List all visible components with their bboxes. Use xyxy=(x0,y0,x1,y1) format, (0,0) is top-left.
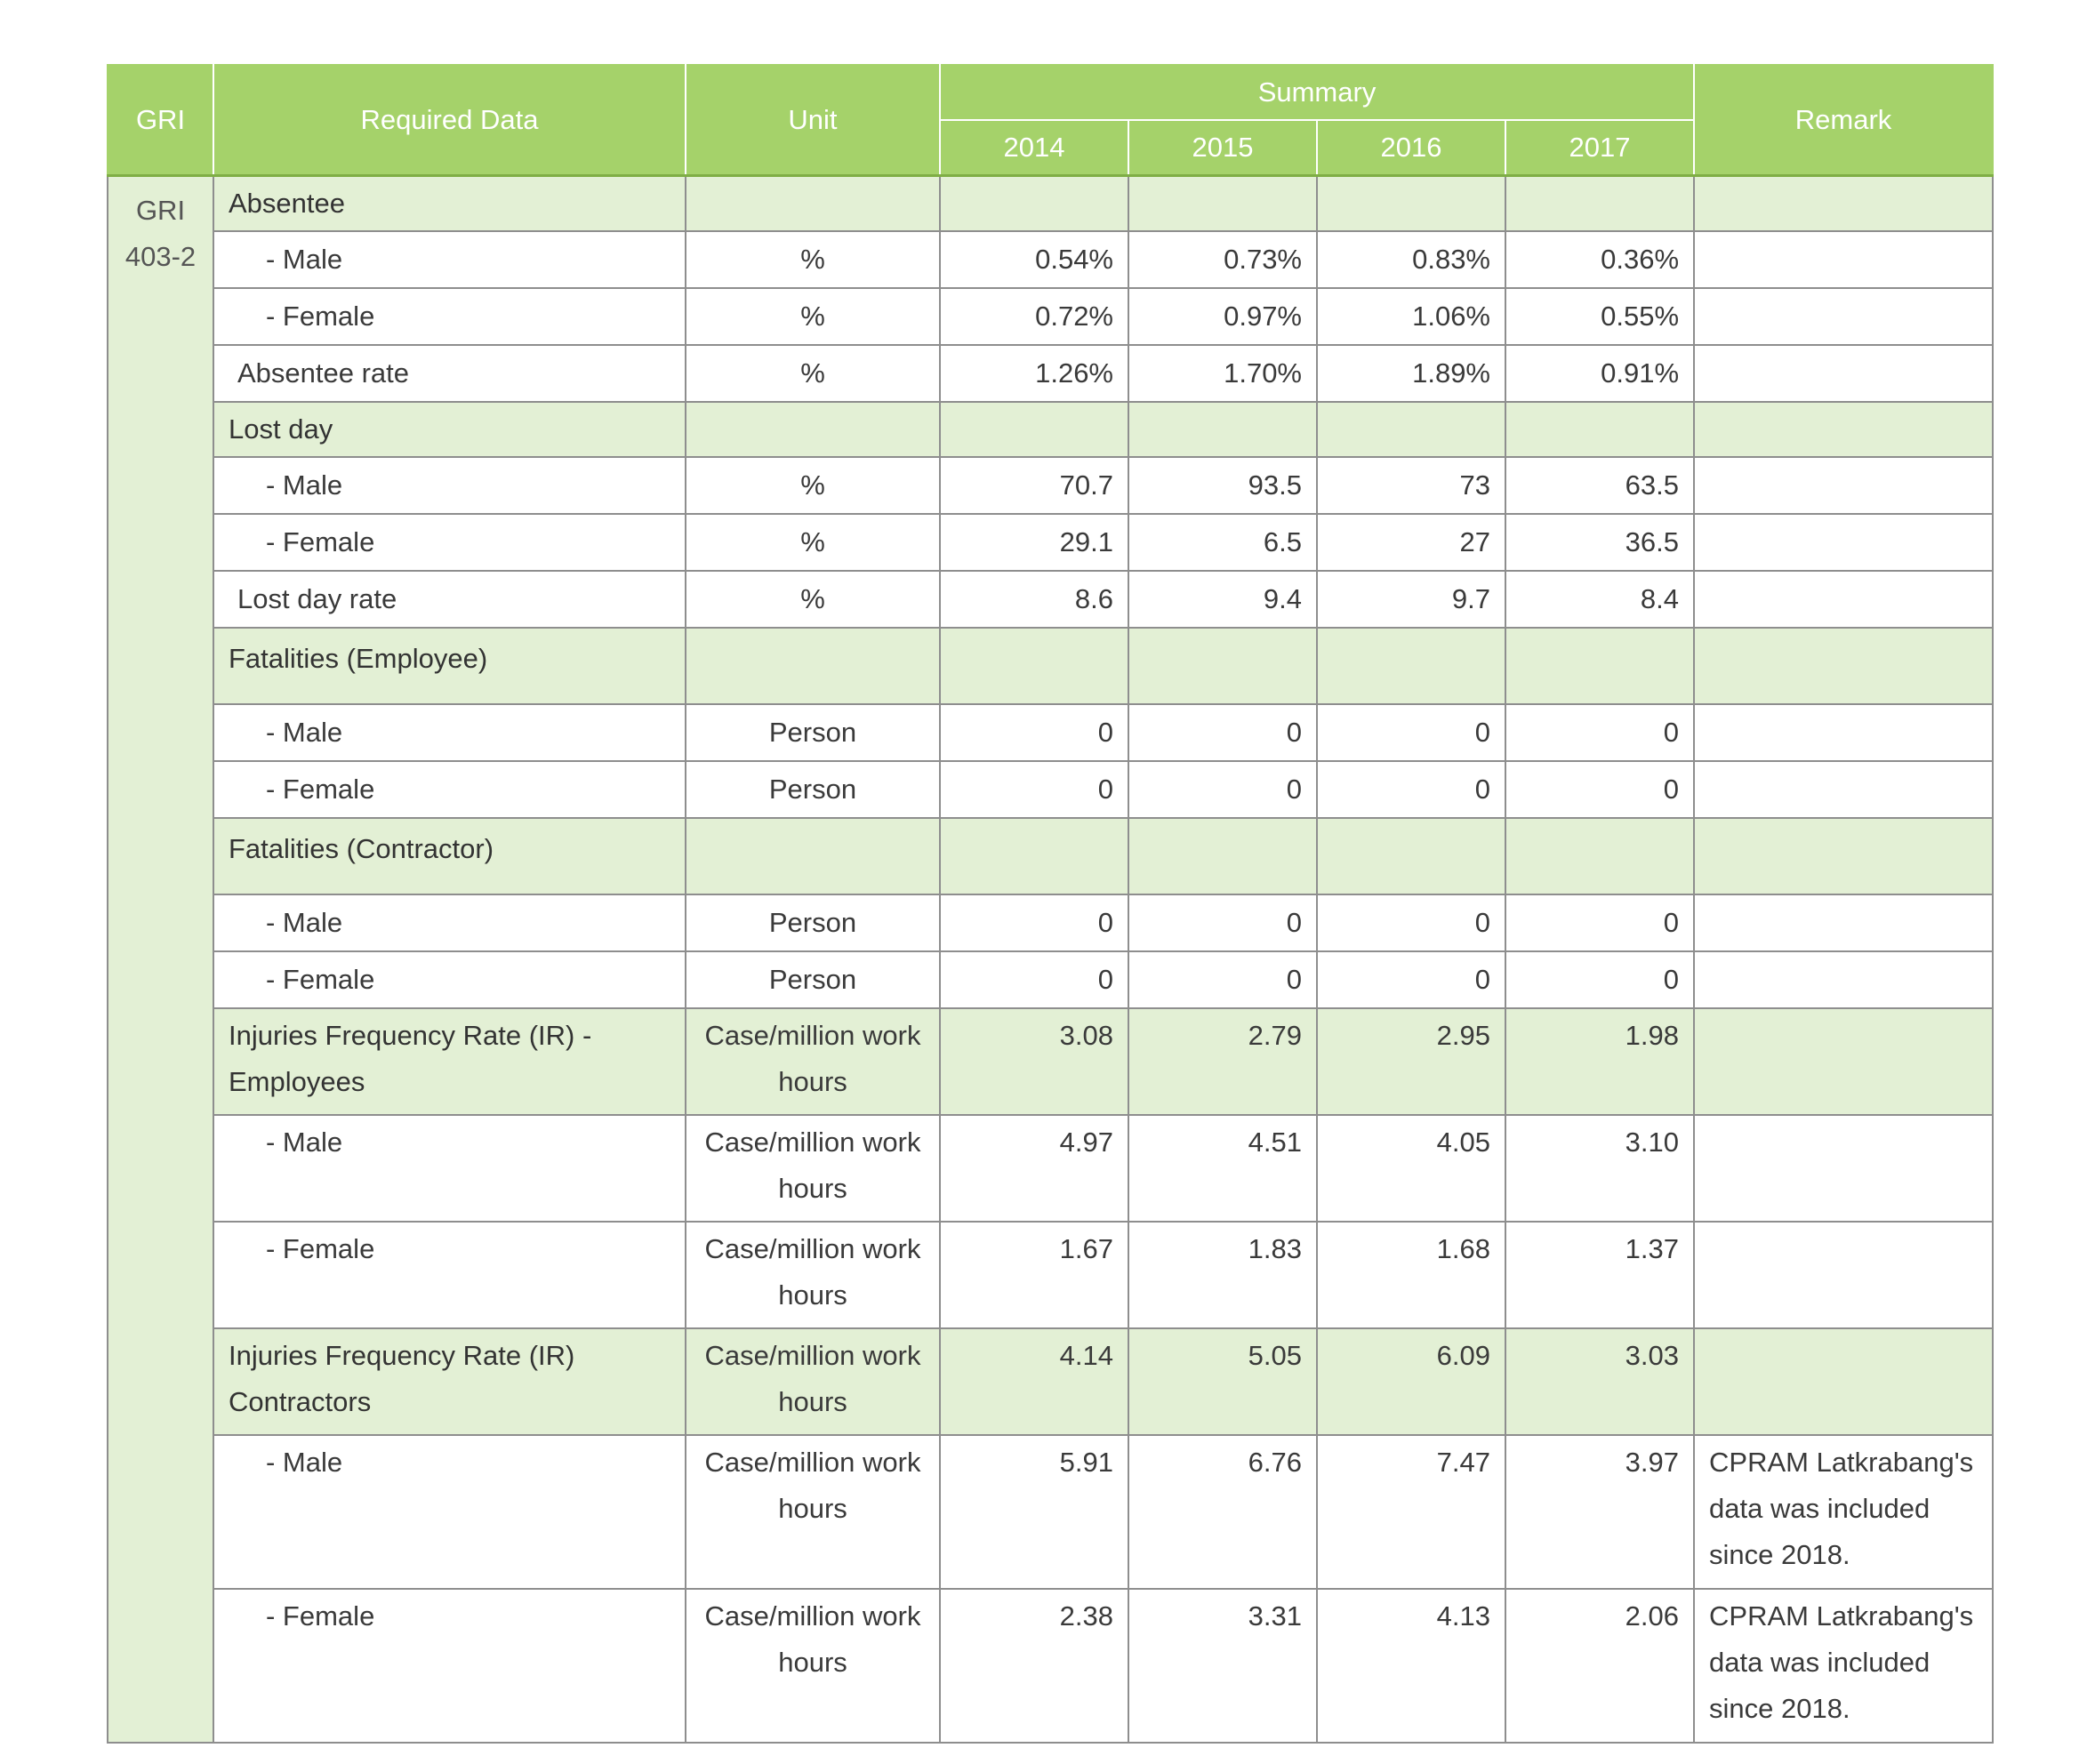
row-label: - Male xyxy=(213,894,686,951)
row-value-2016: 1.68 xyxy=(1317,1222,1505,1328)
row-value-2016 xyxy=(1317,176,1505,232)
row-value-2014: 3.08 xyxy=(940,1008,1128,1115)
row-remark xyxy=(1694,345,1993,402)
row-value-2014: 8.6 xyxy=(940,571,1128,628)
row-unit: % xyxy=(686,571,940,628)
header-year-2015: 2015 xyxy=(1128,120,1317,176)
row-label: - Female xyxy=(213,951,686,1008)
row-value-2016: 2.95 xyxy=(1317,1008,1505,1115)
row-label: - Male xyxy=(213,1115,686,1222)
row-value-2016: 4.13 xyxy=(1317,1589,1505,1743)
row-unit: % xyxy=(686,288,940,345)
row-label: - Male xyxy=(213,1435,686,1589)
table-row xyxy=(108,951,1993,1008)
table-row xyxy=(108,1328,1993,1435)
row-value-2016: 0 xyxy=(1317,761,1505,818)
row-value-2016: 1.06% xyxy=(1317,288,1505,345)
row-value-2016: 9.7 xyxy=(1317,571,1505,628)
row-value-2017: 0.91% xyxy=(1505,345,1694,402)
row-unit: Person xyxy=(686,761,940,818)
row-value-2017: 2.06 xyxy=(1505,1589,1694,1743)
row-remark xyxy=(1694,402,1993,457)
table-row xyxy=(108,457,1993,514)
row-value-2014: 0 xyxy=(940,761,1128,818)
row-unit: % xyxy=(686,345,940,402)
row-remark xyxy=(1694,514,1993,571)
row-label: Lost day rate xyxy=(213,571,686,628)
row-value-2015: 0.97% xyxy=(1128,288,1317,345)
table-row xyxy=(108,176,1993,232)
row-remark xyxy=(1694,1115,1993,1222)
table-row xyxy=(108,1589,1993,1743)
row-value-2015: 4.51 xyxy=(1128,1115,1317,1222)
row-value-2014: 29.1 xyxy=(940,514,1128,571)
row-value-2016: 0.83% xyxy=(1317,231,1505,288)
row-value-2016: 0 xyxy=(1317,894,1505,951)
table-row xyxy=(108,402,1993,457)
row-value-2017: 0 xyxy=(1505,951,1694,1008)
row-label: - Female xyxy=(213,514,686,571)
row-unit xyxy=(686,176,940,232)
row-value-2015: 9.4 xyxy=(1128,571,1317,628)
row-value-2014: 1.67 xyxy=(940,1222,1128,1328)
header-year-2016: 2016 xyxy=(1317,120,1505,176)
row-remark xyxy=(1694,951,1993,1008)
row-remark xyxy=(1694,1222,1993,1328)
row-value-2014: 2.38 xyxy=(940,1589,1128,1743)
row-value-2015: 6.76 xyxy=(1128,1435,1317,1589)
row-remark xyxy=(1694,894,1993,951)
row-label: Injuries Frequency Rate (IR) - Employees xyxy=(213,1008,686,1115)
row-unit: Case/million work hours xyxy=(686,1589,940,1743)
row-value-2015 xyxy=(1128,818,1317,894)
row-value-2015: 3.31 xyxy=(1128,1589,1317,1743)
gri-data-table-container xyxy=(107,64,1992,1744)
row-value-2017: 36.5 xyxy=(1505,514,1694,571)
row-unit xyxy=(686,818,940,894)
row-remark xyxy=(1694,1328,1993,1435)
row-label: - Female xyxy=(213,1222,686,1328)
row-value-2016: 6.09 xyxy=(1317,1328,1505,1435)
row-unit: Person xyxy=(686,951,940,1008)
row-value-2017: 0.55% xyxy=(1505,288,1694,345)
table-row xyxy=(108,345,1993,402)
row-value-2015: 1.83 xyxy=(1128,1222,1317,1328)
row-value-2017 xyxy=(1505,402,1694,457)
row-unit xyxy=(686,402,940,457)
row-value-2015: 0.73% xyxy=(1128,231,1317,288)
row-label: - Male xyxy=(213,704,686,761)
row-remark xyxy=(1694,231,1993,288)
row-value-2016: 4.05 xyxy=(1317,1115,1505,1222)
row-value-2017 xyxy=(1505,628,1694,704)
row-value-2014: 4.97 xyxy=(940,1115,1128,1222)
row-value-2014 xyxy=(940,402,1128,457)
row-remark xyxy=(1694,457,1993,514)
table-row xyxy=(108,231,1993,288)
row-label: Lost day xyxy=(213,402,686,457)
row-value-2015 xyxy=(1128,176,1317,232)
row-value-2014: 70.7 xyxy=(940,457,1128,514)
table-header xyxy=(108,65,1993,176)
header-required-data: Required Data xyxy=(213,65,686,176)
row-unit: Person xyxy=(686,894,940,951)
row-value-2015: 0 xyxy=(1128,761,1317,818)
row-remark xyxy=(1694,571,1993,628)
row-value-2016 xyxy=(1317,818,1505,894)
row-unit: Case/million work hours xyxy=(686,1115,940,1222)
row-value-2014 xyxy=(940,628,1128,704)
row-value-2015 xyxy=(1128,402,1317,457)
row-value-2014: 0.54% xyxy=(940,231,1128,288)
row-value-2017: 8.4 xyxy=(1505,571,1694,628)
row-label: - Male xyxy=(213,231,686,288)
row-label: Fatalities (Employee) xyxy=(213,628,686,704)
row-value-2015: 5.05 xyxy=(1128,1328,1317,1435)
row-value-2017: 1.37 xyxy=(1505,1222,1694,1328)
row-value-2016: 1.89% xyxy=(1317,345,1505,402)
row-value-2015: 0 xyxy=(1128,894,1317,951)
row-value-2014: 0.72% xyxy=(940,288,1128,345)
row-remark xyxy=(1694,704,1993,761)
row-remark: CPRAM Latkrabang's data was included since 2018. xyxy=(1694,1435,1993,1589)
row-value-2016: 0 xyxy=(1317,951,1505,1008)
gri-data-table xyxy=(107,64,1994,1744)
row-label: Fatalities (Contractor) xyxy=(213,818,686,894)
table-row xyxy=(108,1115,1993,1222)
row-value-2016: 7.47 xyxy=(1317,1435,1505,1589)
table-row xyxy=(108,761,1993,818)
row-value-2017: 3.03 xyxy=(1505,1328,1694,1435)
gri-code-cell xyxy=(108,176,213,1744)
row-value-2017: 0 xyxy=(1505,761,1694,818)
row-value-2017: 0 xyxy=(1505,894,1694,951)
table-row xyxy=(108,818,1993,894)
row-value-2014: 4.14 xyxy=(940,1328,1128,1435)
header-gri: GRI xyxy=(108,65,213,176)
row-label: Injuries Frequency Rate (IR) Contractors xyxy=(213,1328,686,1435)
row-label: - Female xyxy=(213,761,686,818)
table-row xyxy=(108,628,1993,704)
row-value-2016: 27 xyxy=(1317,514,1505,571)
row-value-2017: 0 xyxy=(1505,704,1694,761)
header-year-2017: 2017 xyxy=(1505,120,1694,176)
table-row xyxy=(108,571,1993,628)
row-remark xyxy=(1694,628,1993,704)
gri-code-line1: GRI xyxy=(135,195,186,226)
row-value-2015: 2.79 xyxy=(1128,1008,1317,1115)
row-label: - Female xyxy=(213,288,686,345)
row-value-2017: 63.5 xyxy=(1505,457,1694,514)
header-unit: Unit xyxy=(686,65,940,176)
row-value-2014 xyxy=(940,176,1128,232)
row-unit: % xyxy=(686,514,940,571)
row-unit: % xyxy=(686,457,940,514)
header-year-2014: 2014 xyxy=(940,120,1128,176)
row-remark xyxy=(1694,288,1993,345)
row-value-2014: 0 xyxy=(940,894,1128,951)
table-row xyxy=(108,704,1993,761)
row-remark xyxy=(1694,818,1993,894)
row-value-2016 xyxy=(1317,402,1505,457)
row-value-2015: 0 xyxy=(1128,704,1317,761)
row-label: Absentee xyxy=(213,176,686,232)
table-row xyxy=(108,1008,1993,1115)
row-unit: Case/million work hours xyxy=(686,1435,940,1589)
row-value-2014: 5.91 xyxy=(940,1435,1128,1589)
table-row xyxy=(108,894,1993,951)
row-value-2017: 3.10 xyxy=(1505,1115,1694,1222)
table-row xyxy=(108,1435,1993,1589)
row-unit: % xyxy=(686,231,940,288)
row-value-2017 xyxy=(1505,818,1694,894)
header-remark: Remark xyxy=(1694,65,1993,176)
row-value-2014: 0 xyxy=(940,951,1128,1008)
row-value-2017 xyxy=(1505,176,1694,232)
table-row xyxy=(108,514,1993,571)
row-value-2014: 0 xyxy=(940,704,1128,761)
row-unit xyxy=(686,628,940,704)
row-value-2015: 0 xyxy=(1128,951,1317,1008)
row-value-2015: 6.5 xyxy=(1128,514,1317,571)
row-value-2016: 0 xyxy=(1317,704,1505,761)
row-label: Absentee rate xyxy=(213,345,686,402)
row-value-2014 xyxy=(940,818,1128,894)
row-unit: Case/million work hours xyxy=(686,1222,940,1328)
row-value-2015: 93.5 xyxy=(1128,457,1317,514)
header-summary: Summary xyxy=(940,65,1694,120)
row-label: - Female xyxy=(213,1589,686,1743)
row-value-2017: 1.98 xyxy=(1505,1008,1694,1115)
table-body xyxy=(108,176,1993,1744)
table-row xyxy=(108,288,1993,345)
row-remark xyxy=(1694,761,1993,818)
row-value-2016: 73 xyxy=(1317,457,1505,514)
row-remark: CPRAM Latkrabang's data was included since 2018. xyxy=(1694,1589,1993,1743)
row-remark xyxy=(1694,1008,1993,1115)
row-value-2014: 1.26% xyxy=(940,345,1128,402)
row-value-2017: 3.97 xyxy=(1505,1435,1694,1589)
row-unit: Case/million work hours xyxy=(686,1008,940,1115)
row-remark xyxy=(1694,176,1993,232)
gri-code-line2: 403-2 xyxy=(124,241,197,272)
row-unit: Case/million work hours xyxy=(686,1328,940,1435)
row-value-2017: 0.36% xyxy=(1505,231,1694,288)
row-label: - Male xyxy=(213,457,686,514)
row-unit: Person xyxy=(686,704,940,761)
row-value-2016 xyxy=(1317,628,1505,704)
row-value-2015 xyxy=(1128,628,1317,704)
row-value-2015: 1.70% xyxy=(1128,345,1317,402)
table-row xyxy=(108,1222,1993,1328)
